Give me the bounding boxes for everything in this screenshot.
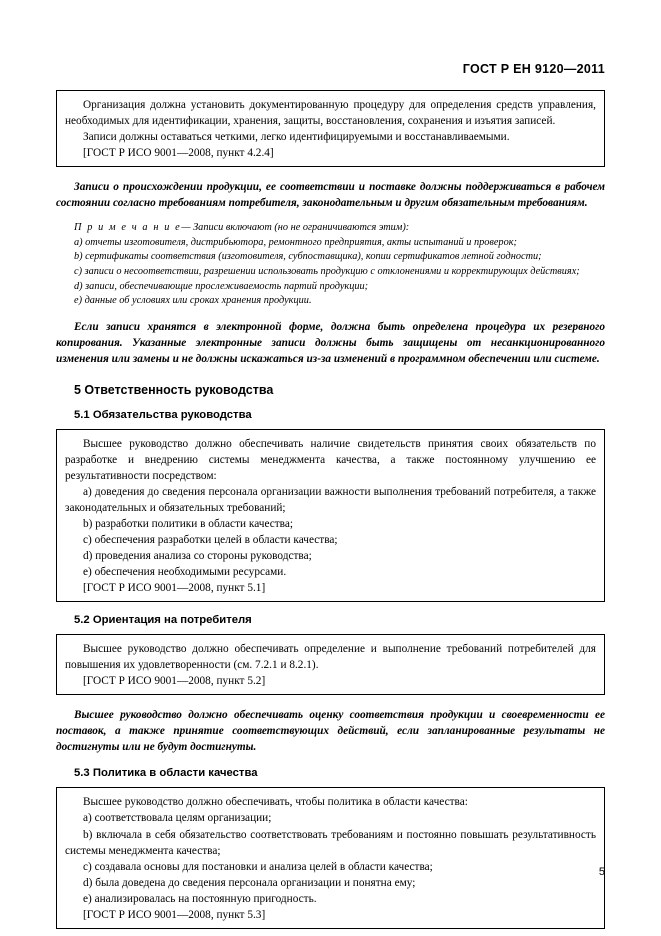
box1-paragraph-2: Записи должны оставаться четкими, легко идентифицируемыми и восстанавливаемыми. (83, 131, 510, 144)
italic-requirement-1: Записи о происхождении продукции, ее соответствии и поставке должны поддерживаться в рабочем состоянии согласно требованиям потребителя, законодательным и другим обязательным требованиям. (56, 181, 605, 210)
box51-item-d: d) проведения анализа со стороны руководства; (83, 550, 312, 563)
italic-requirement-5-2: Высшее руководство должно обеспечивать оценку соответствия продукции и своевременности ее поставок, а также принятие соответствующих действий, если запланированные результаты не достигнуты или не будут достигнуты. (56, 709, 605, 754)
section-5-1-title: 5.1 Обязательства руководства (74, 408, 252, 421)
quote-box-5-1 (56, 429, 605, 602)
box53-reference: [ГОСТ Р ИСО 9001—2008, пункт 5.3] (83, 908, 266, 921)
note-heading (56, 221, 605, 236)
box53-item-d: d) была доведена до сведения персонала организации и понятна ему; (83, 876, 416, 889)
box1-reference: [ГОСТ Р ИСО 9001—2008, пункт 4.2.4] (83, 147, 274, 160)
box51-item-e: e) обеспечения необходимыми ресурсами. (83, 566, 287, 579)
note-item-d: d) записи, обеспечивающие прослеживаемость партий продукции; (74, 280, 369, 292)
box52-reference: [ГОСТ Р ИСО 9001—2008, пункт 5.2] (83, 675, 266, 688)
box51-item-b: b) разработки политики в области качества; (83, 518, 294, 531)
box53-item-a: a) соответствовала целям организации; (83, 812, 272, 825)
page-header: ГОСТ Р ЕН 9120—2011 (462, 62, 605, 76)
quote-box-5-2 (56, 634, 605, 695)
box53-item-b: b) включала в себя обязательство соответствовать требованиям и постоянно повышать результативность системы менеджмента качества; (65, 828, 596, 857)
box51-item-a: a) доведения до сведения персонала организации важности выполнения требований потребителя, а также законодательных и обязательных требований; (65, 486, 596, 515)
note-item-c: c) записи о несоответствии, разрешении использовать продукцию с отклонениями и корректирующих действиях; (74, 266, 580, 278)
note-lead: — Записи включают (но не ограничиваются этим): (181, 222, 410, 234)
note-item-a: a) отчеты изготовителя, дистрибьютора, ремонтного предприятия, акты испытаний и проверок; (74, 236, 517, 248)
box51-paragraph-1: Высшее руководство должно обеспечивать наличие свидетельств принятия своих обязательств по разработке и внедрению системы менеджмента качества, а также постоянному улучшению ее результативности посредством: (65, 437, 596, 482)
quote-box-5-3 (56, 787, 605, 928)
page-content (56, 90, 605, 929)
box1-paragraph-1: Организация должна установить документированную процедуру для определения средств управления, необходимых для идентификации, хранения, защиты, восстановления, сохранения и изъятия записей. (65, 99, 596, 128)
section-5-3-title: 5.3 Политика в области качества (74, 767, 258, 780)
note-item-b: b) сертификаты соответствия (изготовителя, субпоставщика), копии сертификатов летной годности; (74, 251, 542, 263)
box53-item-e: e) анализировалась на постоянную пригодность. (83, 892, 317, 905)
section-5-title: 5 Ответственность руководства (74, 382, 274, 397)
page-number: 5 (598, 866, 605, 878)
note-item-e: e) данные об условиях или сроках хранения продукции. (74, 295, 312, 307)
box51-reference: [ГОСТ Р ИСО 9001—2008, пункт 5.1] (83, 582, 266, 595)
italic-requirement-2: Если записи хранятся в электронной форме, должна быть определена процедура их резервного копирования. Указанные электронные записи должны быть защищены от несанкционированного изменения или замены и не должны искажаться из-за изменений в программном обеспечении или системе. (56, 320, 605, 365)
section-5-2-title: 5.2 Ориентация на потребителя (74, 614, 252, 627)
box53-item-c: c) создавала основы для постановки и анализа целей в области качества; (83, 860, 433, 873)
quote-box-records (56, 90, 605, 167)
box53-paragraph-1: Высшее руководство должно обеспечивать, чтобы политика в области качества: (83, 796, 468, 809)
box52-paragraph-1: Высшее руководство должно обеспечивать определение и выполнение требований потребителей для повышения их удовлетворенности (см. 7.2.1 и 8.2.1). (65, 643, 596, 672)
note-label: П р и м е ч а н и е (74, 222, 182, 234)
box51-item-c: c) обеспечения разработки целей в области качества; (83, 534, 338, 547)
